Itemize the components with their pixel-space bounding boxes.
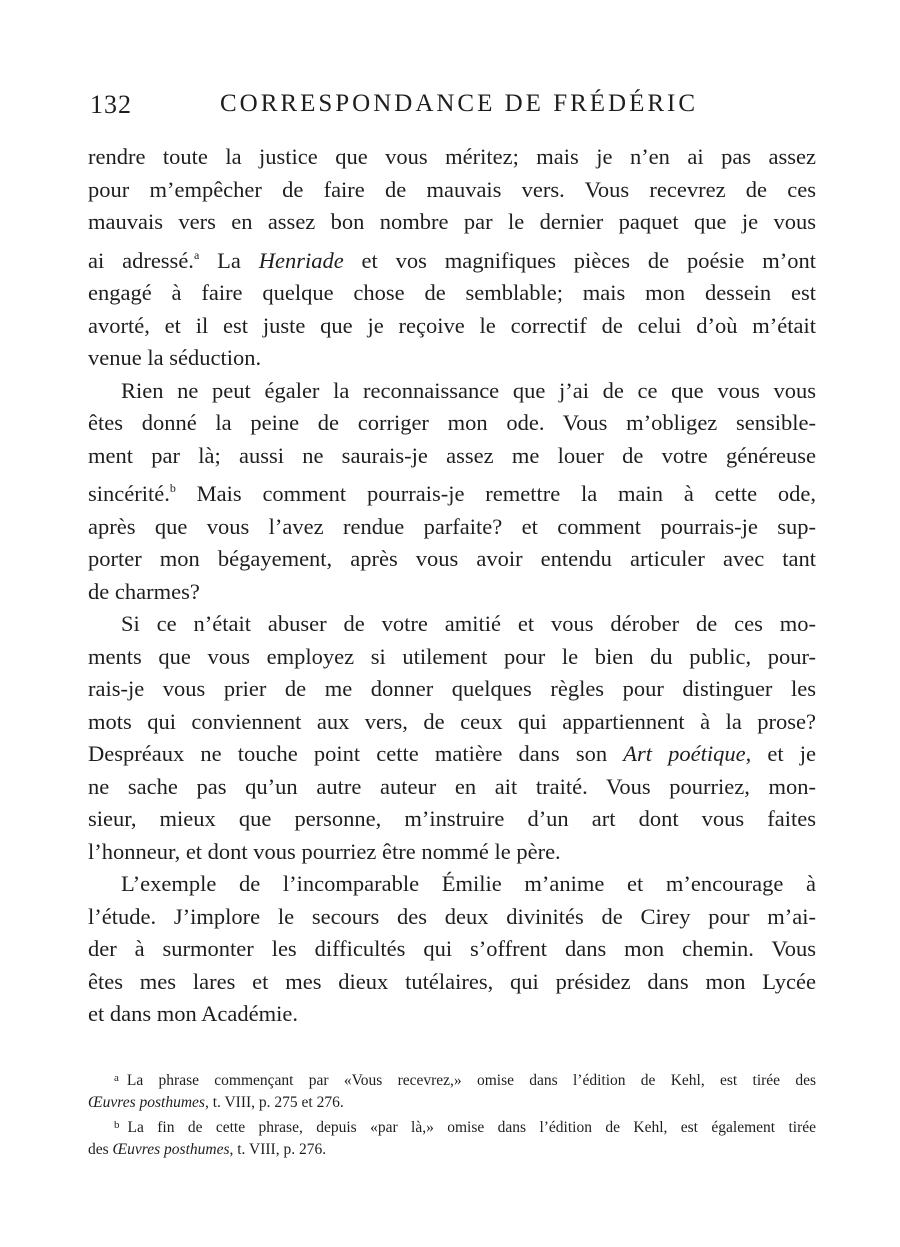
footnote-reference: a: [193, 247, 200, 262]
text-line: [88, 738, 816, 771]
text-run: et dans mon Académie.: [88, 1001, 298, 1026]
text-line: [88, 706, 816, 739]
text-line: [88, 998, 816, 1031]
text-line: [88, 901, 816, 934]
body-text: [88, 141, 816, 1031]
paragraph: [88, 375, 816, 609]
text-run: ai adressé.: [88, 247, 194, 273]
text-run: ment par là; aussi ne saurais-je assez me louer de votre généreuse: [88, 442, 816, 468]
text-line: [88, 771, 816, 804]
text-line: [88, 511, 816, 544]
text-line: [88, 966, 816, 999]
text-line: [88, 277, 816, 310]
footnote: [88, 1067, 816, 1114]
text-run: l’honneur, et dont vous pourriez être nommé le père.: [88, 838, 561, 864]
text-line: [88, 174, 816, 207]
text-line: [88, 206, 816, 239]
italic-title: Œuvres posthumes: [88, 1094, 205, 1111]
text-line: [88, 673, 816, 706]
text-line: [88, 608, 816, 641]
paragraph: [88, 141, 816, 375]
footnote-reference: b: [169, 481, 176, 495]
text-run: êtes donné la peine de corriger mon ode. Vous m’obligez sensible-: [88, 410, 816, 435]
text-line: [88, 472, 816, 511]
text-run: , et je: [745, 741, 816, 766]
text-run: der à surmonter les difficultés qui s’offrent dans mon chemin. Vous: [88, 936, 816, 961]
text-line: [88, 543, 816, 576]
text-run: mots qui conviennent aux vers, de ceux qui appartiennent à la prose?: [88, 708, 816, 734]
text-run: La phrase commençant par «Vous recevrez,» omise dans l’édition de Kehl, est tirée des: [126, 1072, 816, 1089]
page-number: 132: [90, 90, 132, 119]
text-line: [88, 803, 816, 836]
footnote-line: [88, 1114, 816, 1139]
text-line: [88, 641, 816, 674]
text-line: [88, 440, 816, 473]
text-run: rais-je vous prier de me donner quelques règles pour distinguer les: [88, 676, 816, 701]
text-run: mauvais vers en assez bon nombre par le dernier paquet que je vous: [88, 209, 816, 234]
footnote-line: [88, 1139, 816, 1161]
text-run: sieur, mieux que personne, m’instruire d’un art dont vous faites: [88, 806, 816, 831]
footnote-line: [88, 1092, 816, 1114]
text-run: et vos magnifiques pièces de poésie m’ont: [343, 247, 817, 273]
text-run: venue la séduction.: [88, 345, 262, 370]
text-run: , t. VIII, p. 276.: [229, 1141, 327, 1158]
text-run: , t. VIII, p. 275 et 276.: [204, 1094, 344, 1111]
text-line: [88, 576, 816, 609]
page-header: [90, 90, 816, 130]
text-line: [88, 407, 816, 440]
italic-title: Œuvres posthumes: [112, 1141, 230, 1158]
footnote-line: [88, 1067, 816, 1092]
running-title: CORRESPONDANCE DE FRÉDÉRIC: [220, 90, 699, 117]
text-run: l’étude. J’implore le secours des deux divinités de Cirey pour m’ai-: [88, 903, 816, 929]
text-run: Rien ne peut égaler la reconnaissance que j’ai de ce que vous vous: [121, 377, 816, 403]
text-run: après que vous l’avez rendue parfaite? et comment pourrais-je sup-: [88, 513, 816, 539]
paragraph: [88, 868, 816, 1031]
text-run: La fin de cette phrase, depuis «par là,» omise dans l’édition de Kehl, est également tirée: [127, 1119, 816, 1136]
text-line: [88, 141, 816, 174]
text-run: Si ce n’était abuser de votre amitié et vous dérober de ces mo-: [121, 611, 816, 636]
text-run: Despréaux ne touche point cette matière dans son: [88, 741, 624, 766]
paragraph: [88, 608, 816, 868]
text-run: rendre toute la justice que vous méritez; mais je n’en ai pas assez: [88, 144, 816, 169]
text-line: [88, 933, 816, 966]
text-run: La: [199, 247, 259, 273]
footnote-marker: a: [114, 1072, 119, 1084]
text-run: avorté, et il est juste que je reçoive le correctif de celui d’où m’était: [88, 312, 816, 338]
text-line: [88, 836, 816, 869]
footnote: [88, 1114, 816, 1161]
text-run: engagé à faire quelque chose de semblable; mais mon dessein est: [88, 280, 816, 305]
text-run: porter mon bégayement, après vous avoir entendu articuler avec tant: [88, 546, 816, 571]
text-line: [88, 310, 816, 343]
text-line: [88, 239, 816, 278]
text-line: [88, 375, 816, 408]
text-run: ne sache pas qu’un autre auteur en ait traité. Vous pourriez, mon-: [88, 773, 816, 799]
text-line: [88, 342, 816, 375]
text-run: Mais comment pourrais-je remettre la main à cette ode,: [175, 481, 816, 506]
text-run: ments que vous employez si utilement pour le bien du public, pour-: [88, 643, 816, 669]
text-run: sincérité.: [88, 481, 170, 506]
text-run: des: [88, 1141, 113, 1158]
text-run: êtes mes lares et mes dieux tutélaires, qui présidez dans mon Lycée: [88, 968, 816, 994]
text-run: de charmes?: [88, 578, 200, 604]
italic-title: Henriade: [258, 247, 344, 273]
text-run: L’exemple de l’incomparable Émilie m’anime et m’encourage à: [121, 871, 816, 896]
footnote-marker: b: [114, 1119, 120, 1131]
text-run: pour m’empêcher de faire de mauvais vers. Vous recevrez de ces: [88, 176, 816, 202]
text-line: [88, 868, 816, 901]
italic-title: Art poétique: [623, 741, 746, 766]
footnotes: [88, 1067, 816, 1161]
